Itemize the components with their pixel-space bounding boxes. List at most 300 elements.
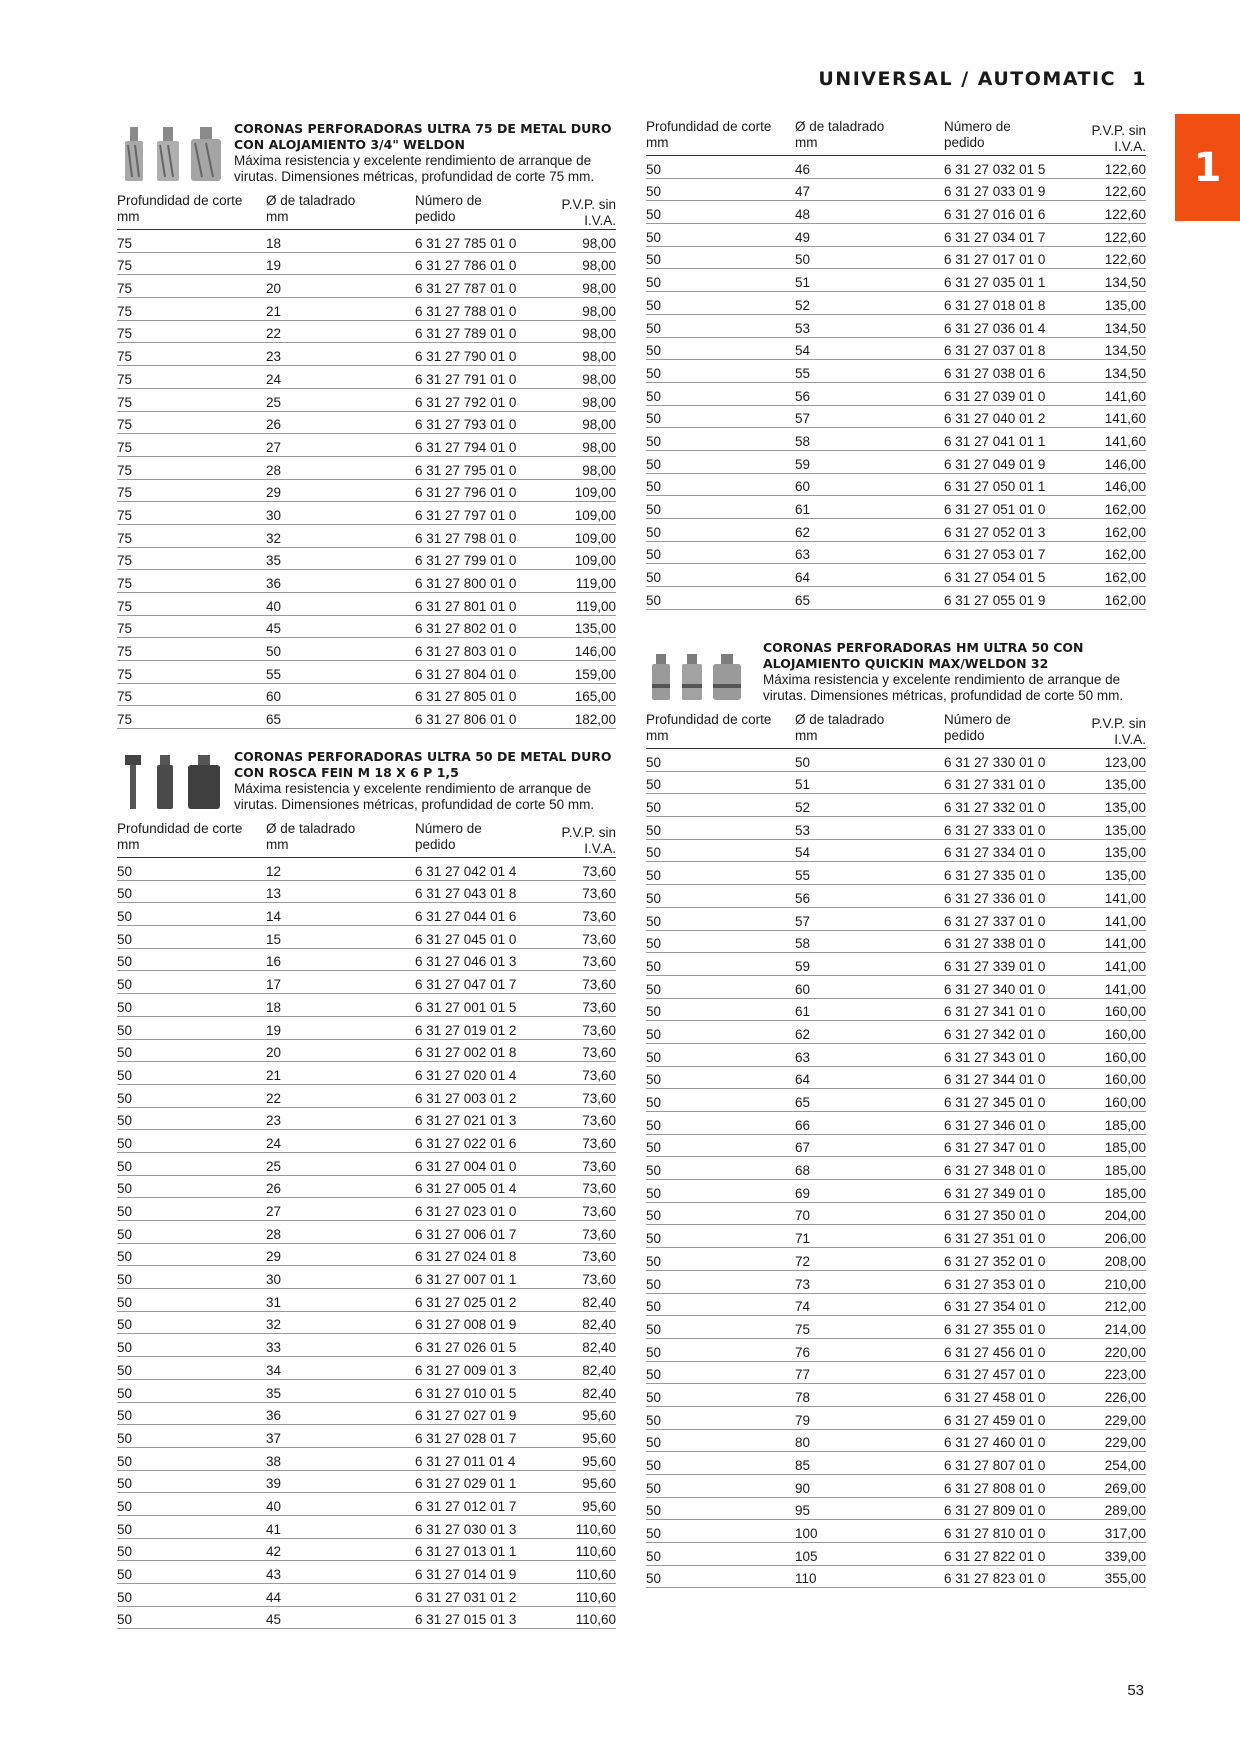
cell-diameter: 69	[795, 1185, 811, 1201]
cell-depth: 50	[646, 1117, 662, 1133]
cell-diameter: 64	[795, 570, 811, 586]
cell-price: 110,60	[575, 1544, 616, 1560]
cell-depth: 50	[117, 1385, 133, 1401]
section-header	[117, 121, 616, 187]
section-title	[234, 121, 616, 153]
cell-order-number: 6 31 27 330 01 0	[944, 754, 1046, 770]
header-order-number-line: pedido	[415, 837, 456, 852]
cell-order-number: 6 31 27 354 01 0	[944, 1299, 1046, 1315]
cell-order-number: 6 31 27 034 01 7	[944, 229, 1046, 245]
cell-depth: 50	[117, 1067, 133, 1083]
cell-depth: 50	[646, 320, 662, 336]
header-depth-line: Profundidad de corte	[646, 119, 772, 134]
cell-order-number: 6 31 27 037 01 8	[944, 343, 1046, 359]
cell-depth: 50	[117, 1521, 133, 1537]
cell-depth: 50	[646, 1548, 662, 1564]
header-diameter-line: Ø de taladrado	[266, 193, 356, 208]
section-text	[234, 121, 616, 185]
cell-order-number: 6 31 27 050 01 1	[944, 479, 1046, 495]
cell-diameter: 57	[795, 411, 811, 427]
header-depth-line: mm	[117, 837, 140, 852]
table-row	[646, 201, 1146, 224]
cell-diameter: 49	[795, 229, 811, 245]
table-row	[646, 1384, 1146, 1407]
cell-depth: 50	[117, 1408, 133, 1424]
core-drill-image	[122, 127, 146, 183]
cell-price: 141,00	[1104, 981, 1146, 997]
cell-depth: 75	[117, 712, 133, 728]
table-row	[117, 1266, 616, 1289]
core-drill-image	[187, 755, 221, 811]
header-order-number-line: Número de	[415, 821, 482, 836]
cell-price: 212,00	[1104, 1299, 1146, 1315]
cell-diameter: 24	[266, 1135, 282, 1151]
cell-order-number: 6 31 27 796 01 0	[415, 485, 517, 501]
cell-depth: 50	[117, 1249, 133, 1265]
cell-diameter: 56	[795, 388, 811, 404]
cell-order-number: 6 31 27 345 01 0	[944, 1095, 1046, 1110]
cell-diameter: 32	[266, 530, 282, 546]
cell-diameter: 72	[795, 1253, 811, 1269]
cell-diameter: 13	[266, 886, 282, 902]
cell-price: 220,00	[1104, 1344, 1146, 1360]
cell-order-number: 6 31 27 004 01 0	[415, 1158, 517, 1174]
cell-order-number: 6 31 27 808 01 0	[944, 1480, 1046, 1496]
cell-diameter: 15	[266, 931, 282, 947]
table-row	[646, 931, 1146, 954]
cell-price: 141,60	[1104, 411, 1146, 427]
cell-price: 134,50	[1104, 343, 1146, 359]
header-diameter-line: mm	[795, 728, 818, 743]
cell-diameter: 50	[795, 754, 811, 770]
cell-diameter: 64	[795, 1072, 811, 1088]
cell-price: 162,00	[1104, 570, 1146, 586]
table-row	[117, 1516, 616, 1539]
chapter-tab-label: 1	[1193, 144, 1222, 191]
cell-depth: 75	[117, 485, 133, 501]
cell-price: 122,60	[1104, 252, 1146, 268]
table-row	[646, 1294, 1146, 1317]
section-header	[117, 749, 616, 815]
table-row	[646, 179, 1146, 202]
cell-price: 82,40	[582, 1385, 616, 1401]
cell-price: 73,60	[582, 1272, 616, 1288]
cell-diameter: 56	[795, 890, 811, 906]
cell-order-number: 6 31 27 785 01 0	[415, 235, 517, 251]
cell-depth: 50	[646, 1072, 662, 1088]
cell-diameter: 24	[266, 371, 282, 387]
cell-depth: 50	[646, 1231, 662, 1247]
cell-price: 110,60	[575, 1567, 616, 1582]
cell-diameter: 65	[795, 592, 811, 608]
cell-depth: 50	[117, 1272, 133, 1288]
cell-price: 95,60	[582, 1408, 616, 1424]
cell-order-number: 6 31 27 803 01 0	[415, 644, 517, 660]
cell-order-number: 6 31 27 797 01 0	[415, 507, 517, 523]
cell-depth: 75	[117, 530, 133, 546]
cell-order-number: 6 31 27 040 01 2	[944, 411, 1046, 427]
cell-diameter: 38	[266, 1453, 282, 1469]
cell-order-number: 6 31 27 039 01 0	[944, 388, 1046, 404]
table-header	[117, 193, 616, 230]
cell-diameter: 33	[266, 1340, 282, 1356]
header-price-line: P.V.P. sin I.V.A.	[561, 825, 616, 856]
core-drill-image	[123, 755, 143, 811]
cell-depth: 50	[646, 1208, 662, 1224]
cell-depth: 50	[646, 1299, 662, 1315]
cell-order-number: 6 31 27 333 01 0	[944, 822, 1046, 838]
header-depth	[646, 712, 795, 748]
cell-diameter: 76	[795, 1344, 811, 1360]
table-row	[646, 451, 1146, 474]
cell-price: 223,00	[1104, 1367, 1146, 1383]
cell-price: 135,00	[1104, 297, 1146, 313]
cell-order-number: 6 31 27 823 01 0	[944, 1571, 1046, 1587]
table-row	[646, 1452, 1146, 1475]
table-row	[646, 406, 1146, 429]
table-row	[646, 1180, 1146, 1203]
cell-order-number: 6 31 27 807 01 0	[944, 1458, 1046, 1473]
cell-price: 98,00	[582, 462, 616, 478]
section-header	[646, 640, 1146, 706]
cell-order-number: 6 31 27 341 01 0	[944, 1004, 1046, 1020]
cell-depth: 50	[646, 547, 662, 563]
cell-order-number: 6 31 27 336 01 0	[944, 890, 1046, 906]
cell-depth: 50	[646, 184, 662, 200]
cell-order-number: 6 31 27 023 01 0	[415, 1204, 517, 1219]
cell-diameter: 30	[266, 507, 282, 523]
cell-order-number: 6 31 27 035 01 1	[944, 275, 1046, 291]
cell-diameter: 46	[795, 161, 811, 177]
cell-order-number: 6 31 27 792 01 0	[415, 394, 517, 410]
cell-depth: 50	[646, 297, 662, 313]
cell-depth: 75	[117, 258, 133, 274]
cell-diameter: 39	[266, 1476, 282, 1492]
header-order-number	[944, 712, 1056, 748]
cell-depth: 50	[646, 1185, 662, 1201]
cell-depth: 75	[117, 462, 133, 478]
cell-order-number: 6 31 27 006 01 7	[415, 1226, 517, 1242]
section-description	[234, 781, 616, 813]
table-row	[117, 926, 616, 949]
cell-diameter: 25	[266, 394, 282, 410]
cell-price: 119,00	[575, 598, 616, 614]
cell-depth: 50	[646, 777, 662, 793]
page-number: 53	[1127, 1682, 1144, 1699]
table-row	[646, 817, 1146, 840]
table-row	[117, 1017, 616, 1040]
cell-order-number: 6 31 27 009 01 3	[415, 1362, 517, 1378]
cell-depth: 50	[646, 1571, 662, 1587]
cell-order-number: 6 31 27 055 01 9	[944, 592, 1046, 608]
header-diameter	[266, 193, 415, 229]
header-depth-line: mm	[646, 135, 669, 150]
cell-depth: 50	[646, 868, 662, 884]
cell-price: 317,00	[1104, 1526, 1146, 1542]
cell-price: 208,00	[1104, 1253, 1146, 1269]
cell-depth: 50	[646, 1321, 662, 1337]
header-depth-line: mm	[117, 209, 140, 224]
table-header	[117, 821, 616, 858]
cell-price: 110,60	[575, 1589, 616, 1605]
cell-diameter: 19	[266, 258, 282, 274]
cell-order-number: 6 31 27 046 01 3	[415, 954, 517, 970]
cell-order-number: 6 31 27 010 01 5	[415, 1385, 517, 1401]
cell-depth: 50	[646, 890, 662, 906]
cell-price: 204,00	[1104, 1208, 1146, 1224]
table-row	[646, 1475, 1146, 1498]
header-price	[526, 825, 616, 857]
cell-diameter: 21	[266, 1067, 282, 1083]
cell-diameter: 59	[795, 958, 811, 974]
table-row	[117, 903, 616, 926]
cell-price: 73,60	[582, 1181, 616, 1197]
cell-order-number: 6 31 27 002 01 8	[415, 1045, 517, 1061]
cell-depth: 50	[117, 977, 133, 993]
cell-price: 98,00	[582, 349, 616, 365]
cell-price: 135,00	[1104, 845, 1146, 861]
table-row	[646, 383, 1146, 406]
cell-order-number: 6 31 27 353 01 0	[944, 1276, 1046, 1292]
cell-order-number: 6 31 27 335 01 0	[944, 868, 1046, 884]
section-title-line: CORONAS PERFORADORAS ULTRA 75 DE METAL DURO	[234, 121, 612, 136]
cell-diameter: 42	[266, 1544, 282, 1560]
header-price-line: P.V.P. sin I.V.A.	[1091, 716, 1146, 747]
cell-diameter: 48	[795, 207, 811, 223]
cell-order-number: 6 31 27 459 01 0	[944, 1412, 1046, 1428]
cell-diameter: 58	[795, 433, 811, 449]
cell-price: 95,60	[582, 1498, 616, 1514]
cell-price: 109,00	[574, 553, 616, 569]
table-row	[646, 1044, 1146, 1067]
table-row	[117, 1108, 616, 1131]
section-quickin-weldon32	[646, 640, 1146, 1588]
table-row	[117, 253, 616, 276]
cell-diameter: 29	[266, 485, 282, 501]
cell-price: 141,60	[1104, 388, 1146, 404]
cell-order-number: 6 31 27 003 01 2	[415, 1090, 517, 1106]
cell-order-number: 6 31 27 786 01 0	[415, 258, 517, 274]
cell-order-number: 6 31 27 346 01 0	[944, 1117, 1046, 1133]
section-title-line: CON ROSCA FEIN M 18 X 6 P 1,5	[234, 765, 459, 780]
cell-depth: 75	[117, 349, 133, 365]
table-row	[646, 772, 1146, 795]
table-row	[646, 1203, 1146, 1226]
cell-order-number: 6 31 27 053 01 7	[944, 547, 1046, 563]
cell-order-number: 6 31 27 800 01 0	[415, 576, 517, 591]
cell-order-number: 6 31 27 349 01 0	[944, 1185, 1046, 1201]
cell-diameter: 51	[795, 777, 811, 793]
cell-price: 135,00	[1104, 868, 1146, 884]
table-row	[117, 1403, 616, 1426]
cell-depth: 75	[117, 576, 133, 591]
table-row	[646, 1407, 1146, 1430]
cell-diameter: 61	[795, 1004, 811, 1020]
cell-price: 109,00	[574, 485, 616, 501]
cell-order-number: 6 31 27 031 01 2	[415, 1589, 517, 1605]
table-row	[646, 292, 1146, 315]
cell-diameter: 54	[795, 845, 811, 861]
cell-price: 73,60	[582, 886, 616, 902]
header-order-number	[415, 193, 526, 229]
cell-price: 98,00	[582, 439, 616, 455]
cell-order-number: 6 31 27 350 01 0	[944, 1208, 1046, 1224]
product-table	[117, 193, 616, 729]
cell-order-number: 6 31 27 021 01 3	[415, 1113, 517, 1129]
header-diameter-line: Ø de taladrado	[795, 712, 885, 727]
cell-price: 185,00	[1104, 1117, 1146, 1133]
cell-order-number: 6 31 27 791 01 0	[415, 371, 517, 387]
table-row	[117, 230, 616, 253]
cell-order-number: 6 31 27 348 01 0	[944, 1163, 1046, 1179]
cell-price: 98,00	[582, 281, 616, 297]
table-row	[117, 1448, 616, 1471]
cell-price: 122,60	[1104, 207, 1146, 223]
cell-order-number: 6 31 27 017 01 0	[944, 252, 1046, 268]
cell-price: 165,00	[574, 689, 616, 705]
cell-price: 162,00	[1104, 547, 1146, 563]
header-depth-line: mm	[646, 728, 669, 743]
cell-depth: 50	[646, 1004, 662, 1020]
core-drill-image	[155, 127, 181, 183]
cell-diameter: 40	[266, 1498, 282, 1514]
cell-diameter: 40	[266, 598, 282, 614]
header-depth-line: Profundidad de corte	[646, 712, 772, 727]
cell-price: 141,00	[1104, 890, 1146, 906]
cell-order-number: 6 31 27 334 01 0	[944, 845, 1046, 861]
table-row	[646, 1225, 1146, 1248]
cell-order-number: 6 31 27 007 01 1	[415, 1272, 517, 1288]
cell-price: 159,00	[574, 666, 616, 682]
cell-diameter: 90	[795, 1480, 811, 1496]
header-price-line: P.V.P. sin I.V.A.	[1091, 123, 1146, 154]
table-row	[117, 1493, 616, 1516]
cell-price: 73,60	[582, 1158, 616, 1174]
cell-diameter: 74	[795, 1299, 811, 1315]
cell-diameter: 65	[266, 712, 282, 728]
cell-order-number: 6 31 27 795 01 0	[415, 462, 517, 478]
cell-order-number: 6 31 27 045 01 0	[415, 931, 517, 947]
cell-order-number: 6 31 27 019 01 2	[415, 1022, 517, 1038]
table-row	[646, 496, 1146, 519]
cell-price: 229,00	[1104, 1435, 1146, 1451]
cell-diameter: 23	[266, 349, 282, 365]
cell-order-number: 6 31 27 013 01 1	[415, 1544, 517, 1560]
cell-diameter: 53	[795, 822, 811, 838]
cell-order-number: 6 31 27 044 01 6	[415, 909, 517, 925]
header-depth-line: Profundidad de corte	[117, 193, 243, 208]
cell-order-number: 6 31 27 024 01 8	[415, 1249, 517, 1265]
table-row	[117, 1425, 616, 1448]
cell-diameter: 100	[795, 1526, 818, 1542]
table-row	[117, 275, 616, 298]
cell-depth: 75	[117, 371, 133, 387]
table-row	[646, 269, 1146, 292]
cell-depth: 50	[646, 524, 662, 540]
cell-order-number: 6 31 27 790 01 0	[415, 349, 517, 365]
cell-diameter: 65	[795, 1095, 811, 1110]
table-row	[646, 315, 1146, 338]
cell-depth: 50	[117, 909, 133, 925]
cell-diameter: 26	[266, 417, 282, 433]
cell-depth: 50	[646, 1095, 662, 1110]
chapter-number: 1	[1132, 68, 1147, 90]
cell-diameter: 14	[266, 909, 282, 925]
table-row	[646, 862, 1146, 885]
table-row	[646, 976, 1146, 999]
product-thumbnails	[117, 123, 227, 183]
table-row	[117, 1153, 616, 1176]
cell-order-number: 6 31 27 810 01 0	[944, 1526, 1046, 1542]
table-row	[646, 474, 1146, 497]
table-row	[117, 1221, 616, 1244]
table-row	[646, 885, 1146, 908]
cell-price: 146,00	[1104, 479, 1146, 495]
cell-diameter: 27	[266, 439, 282, 455]
cell-price: 160,00	[1104, 1026, 1146, 1042]
cell-order-number: 6 31 27 018 01 8	[944, 297, 1046, 313]
cell-price: 229,00	[1104, 1412, 1146, 1428]
cell-order-number: 6 31 27 036 01 4	[944, 320, 1046, 336]
cell-order-number: 6 31 27 049 01 9	[944, 456, 1046, 472]
table-row	[646, 1520, 1146, 1543]
cell-price: 73,60	[582, 1226, 616, 1242]
table-row	[646, 1135, 1146, 1158]
cell-order-number: 6 31 27 008 01 9	[415, 1317, 517, 1333]
cell-price: 122,60	[1104, 184, 1146, 200]
cell-price: 134,50	[1104, 320, 1146, 336]
header-diameter	[795, 712, 944, 748]
table-row	[646, 1271, 1146, 1294]
cell-depth: 50	[646, 913, 662, 929]
cell-depth: 50	[117, 1181, 133, 1197]
cell-order-number: 6 31 27 798 01 0	[415, 530, 517, 546]
header-order-number	[415, 821, 526, 857]
table-row	[117, 321, 616, 344]
cell-diameter: 22	[266, 326, 282, 342]
cell-price: 146,00	[574, 644, 616, 660]
cell-order-number: 6 31 27 793 01 0	[415, 417, 517, 433]
cell-diameter: 18	[266, 999, 282, 1015]
table-row	[117, 1471, 616, 1494]
header-depth-line: Profundidad de corte	[117, 821, 243, 836]
cell-price: 98,00	[582, 371, 616, 387]
table-row	[117, 1062, 616, 1085]
table-row	[117, 343, 616, 366]
cell-price: 141,00	[1104, 936, 1146, 952]
section-desc-line: Máxima resistencia y excelente rendimiento de arranque de	[234, 781, 592, 796]
table-row	[646, 749, 1146, 772]
cell-order-number: 6 31 27 342 01 0	[944, 1026, 1046, 1042]
cell-order-number: 6 31 27 355 01 0	[944, 1321, 1046, 1337]
table-row	[117, 298, 616, 321]
cell-depth: 50	[646, 502, 662, 517]
cell-price: 95,60	[582, 1453, 616, 1469]
cell-price: 122,60	[1104, 229, 1146, 245]
cell-depth: 50	[646, 1140, 662, 1156]
cell-price: 109,00	[574, 507, 616, 523]
cell-depth: 75	[117, 644, 133, 660]
table-row	[117, 548, 616, 571]
table-header	[646, 712, 1146, 749]
header-order-number-line: pedido	[944, 728, 985, 743]
cell-price: 141,60	[1104, 433, 1146, 449]
cell-diameter: 25	[266, 1158, 282, 1174]
core-drill-image	[712, 654, 742, 702]
cell-order-number: 6 31 27 804 01 0	[415, 666, 517, 682]
cell-depth: 50	[646, 1503, 662, 1519]
cell-depth: 50	[117, 1113, 133, 1129]
